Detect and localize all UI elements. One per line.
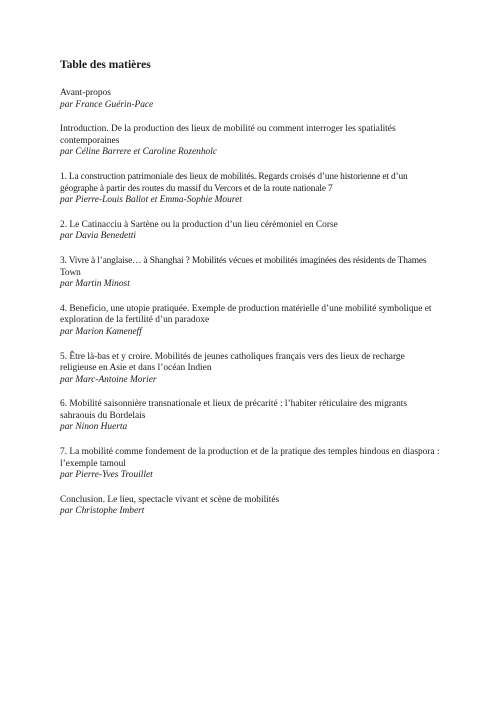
entry-title: 4. Beneficio, une utopie pratiquée. Exemple de production matérielle d’une mobilité symbolique et exploration de la fertilité d’un paradoxe bbox=[60, 303, 432, 326]
entry-title: 2. Le Catinacciu à Sartène ou la production d’un lieu cérémoniel en Corse bbox=[60, 219, 338, 230]
toc-entry-foreword bbox=[60, 88, 440, 111]
entry-author: par Marion Kameneff bbox=[60, 326, 142, 337]
entry-title: 7. La mobilité comme fondement de la production et de la pratique des temples hindous en diaspora : l’exemple tamoul bbox=[60, 447, 440, 469]
entry-author: par Davia Benedetti bbox=[60, 231, 137, 242]
toc-entry-chapter-1 bbox=[60, 172, 440, 207]
toc-heading: Table des matières bbox=[60, 59, 151, 71]
entry-title: 5. Être là-bas et y croire. Mobilités de jeunes catholiques français vers des lieux de recharge religieuse en Asie et dans l’océan Indien bbox=[60, 351, 405, 374]
entry-author: par Céline Barrere et Caroline Rozenholc bbox=[60, 147, 218, 158]
entry-author: par France Guérin-Pace bbox=[60, 99, 154, 110]
toc-entry-chapter-5 bbox=[60, 352, 440, 387]
entry-title: Introduction. De la production des lieux de mobilité ou comment interroger les spatialités contemporaines bbox=[60, 124, 396, 146]
entry-author: par Pierre-Louis Ballot et Emma-Sophie Mouret bbox=[60, 195, 242, 206]
toc-entry-introduction bbox=[60, 124, 440, 159]
entry-author: par Marc-Antoine Morier bbox=[60, 374, 157, 385]
toc-entry-chapter-3 bbox=[60, 256, 440, 291]
entry-title: 1. La construction patrimoniale des lieux de mobilités. Regards croisés d’une historienne et d’un géographe à partir des routes du massif du Vercors et de la route nationale 7 bbox=[60, 171, 408, 194]
entry-title: 6. Mobilité saisonnière transnationale et lieux de précarité : l’habiter réticulaire des migrants sahraouis du Bordelais bbox=[60, 399, 408, 421]
entry-title: Avant-propos bbox=[60, 88, 111, 98]
toc-entry-chapter-2 bbox=[60, 220, 440, 243]
entry-author: par Pierre-Yves Trouillet bbox=[60, 470, 153, 481]
entry-author: par Ninon Huerta bbox=[60, 422, 128, 433]
toc-entry-chapter-7 bbox=[60, 447, 440, 482]
toc-entry-conclusion bbox=[60, 495, 440, 518]
toc-entry-chapter-4 bbox=[60, 304, 440, 339]
entry-author: par Christophe Imbert bbox=[60, 506, 145, 517]
toc-entry-chapter-6 bbox=[60, 399, 440, 434]
entry-author: par Martin Minost bbox=[60, 279, 130, 290]
entry-title: 3. Vivre à l’anglaise… à Shanghai ? Mobilités vécues et mobilités imaginées des résidents de Thames Town bbox=[60, 255, 427, 278]
document-page bbox=[60, 58, 440, 531]
entry-title: Conclusion. Le lieu, spectacle vivant et scène de mobilités bbox=[60, 494, 280, 505]
